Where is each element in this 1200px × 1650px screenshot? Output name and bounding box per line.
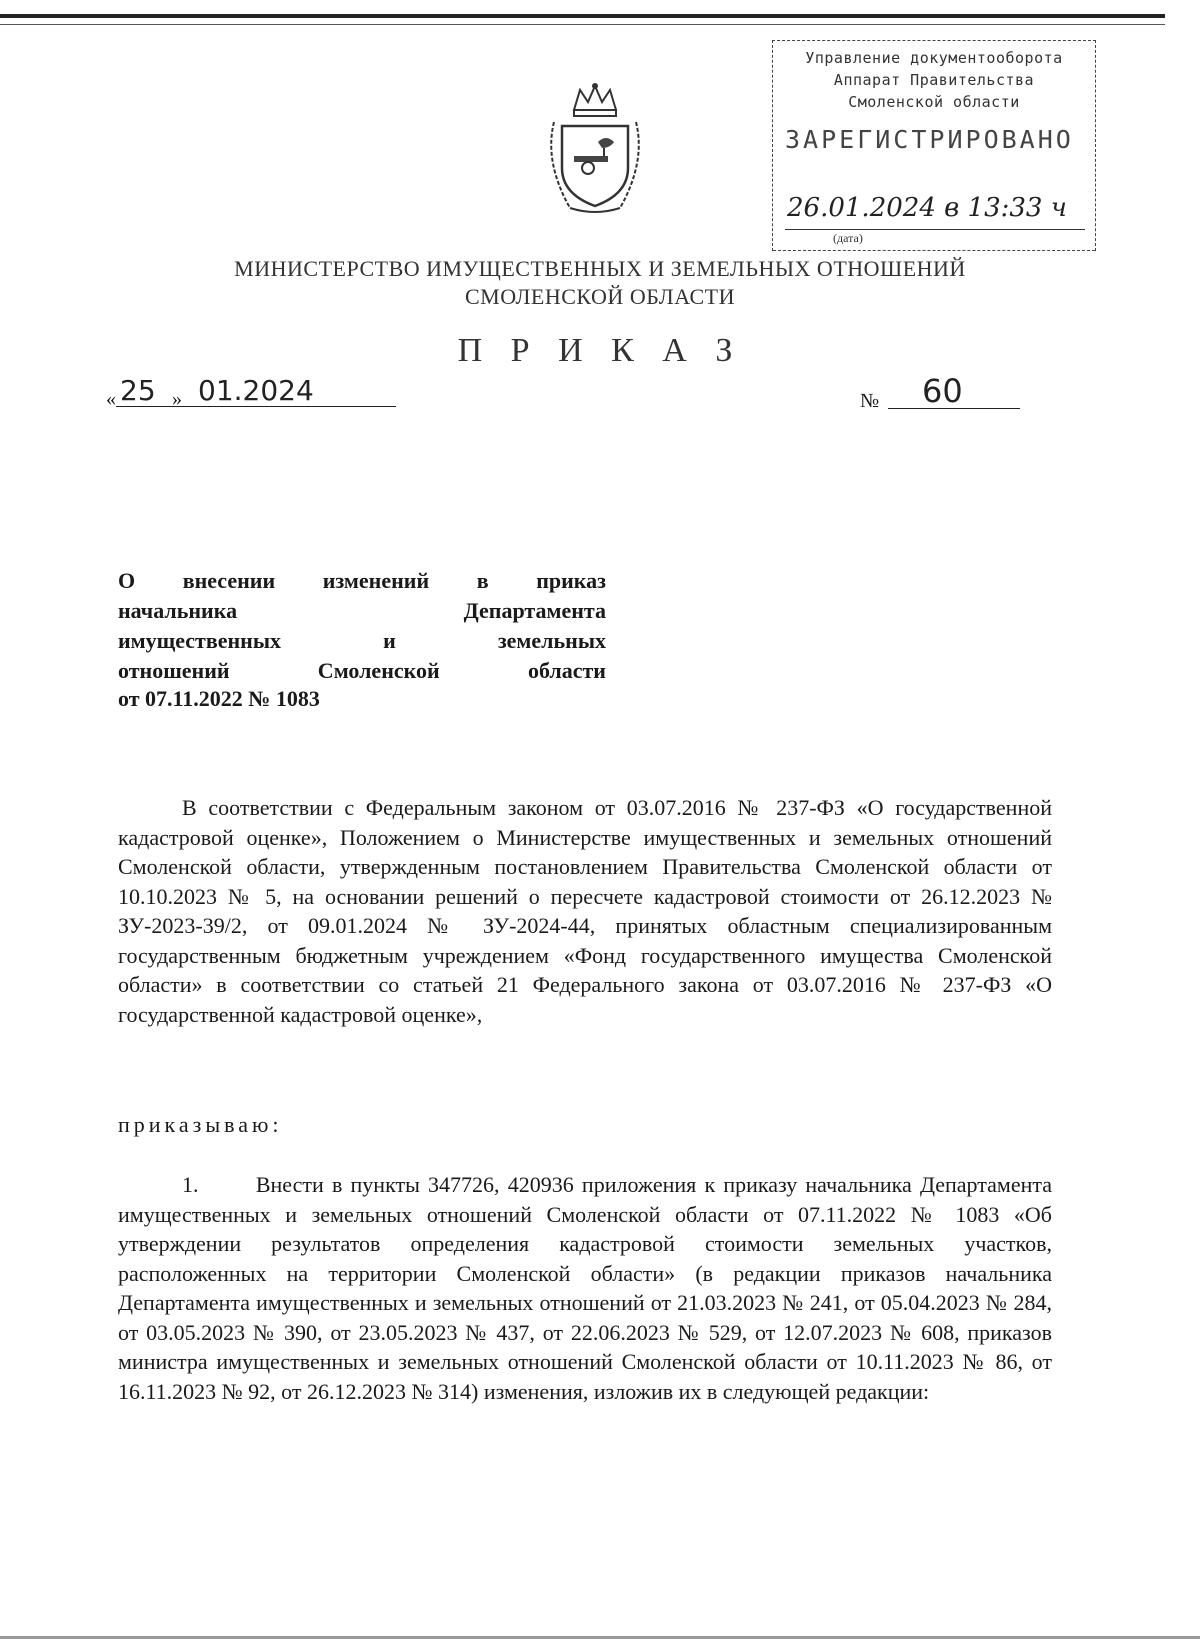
- subject-line: О внесении изменений в приказ: [118, 568, 606, 593]
- ministry-name-line1: МИНИСТЕРСТВО ИМУЩЕСТВЕННЫХ И ЗЕМЕЛЬНЫХ ОТНОШЕНИЙ: [234, 256, 966, 281]
- stamp-handwritten-date: 26.01.2024 в 13:33 ч: [787, 193, 1067, 223]
- stamp-region: Смоленской области: [848, 93, 1020, 111]
- subject-last-line: от 07.11.2022 № 1083: [118, 686, 320, 711]
- preamble-paragraph: В соответствии с Федеральным законом от 03.07.2016 № 237-ФЗ «О государственной кадастровой оценке», Положением о Министерстве имущественных и земельных отношений Смоленской области, утвержденным постановлением Правительства Смоленской области от 10.10.2023 № 5, на основании решений о пересчете кадастровой стоимости от 26.12.2023 № ЗУ-2023-39/2, от 09.01.2024 № ЗУ-2024-44, принятых областным специализированным государственным бюджетным учреждением «Фонд государственного имущества Смоленской области» в соответствии со статьей 21 Федерального закона от 03.07.2016 № 237-ФЗ «О государственной кадастровой оценке»,: [118, 795, 1052, 1027]
- stamp-date-underline: [785, 229, 1085, 230]
- coat-of-arms-emblem: [540, 82, 650, 216]
- scan-border-top: [0, 14, 1165, 18]
- stamp-registered-label: ЗАРЕГИСТРИРОВАНО: [785, 125, 1074, 154]
- ministry-name-line2: СМОЛЕНСКОЙ ОБЛАСТИ: [464, 284, 736, 309]
- number-sign: №: [860, 390, 880, 412]
- date-month-year: 01.2024: [198, 374, 314, 407]
- stamp-apparatus: Аппарат Правительства: [833, 71, 1035, 89]
- scan-border-top-thin: [0, 24, 1165, 25]
- date-quote-close: »: [172, 388, 182, 410]
- subject-line: начальника Департамента: [118, 598, 606, 623]
- date-day: 25: [120, 374, 156, 407]
- subject-line: имущественных и земельных: [118, 628, 606, 653]
- date-underline: [116, 406, 396, 407]
- document-type-title: П Р И К А З: [457, 332, 743, 369]
- item-text: Внести в пункты 347726, 420936 приложения к приказу начальника Департамента имущественных и земельных отношений Смоленской области от 07.11.2022 № 1083 «Об утверждении результатов определения кадастровой стоимости земельных участков, расположенных на территории Смоленской области» (в редакции приказов начальника Департамента имущественных и земельных отношений от 21.03.2023 № 241, от 05.04.2023 № 284, от 03.05.2023 № 390, от 23.05.2023 № 437, от 22.06.2023 № 529, от 12.07.2023 № 608, приказов министра имущественных и земельных отношений Смоленской области от 10.11.2023 № 86, от 16.11.2023 № 92, от 26.12.2023 № 314) изменения, изложив их в следующей редакции:: [118, 1172, 1053, 1404]
- number-underline: [888, 408, 1020, 409]
- stamp-department: Управление документооборота: [805, 49, 1063, 67]
- stamp-date-caption: (дата): [833, 231, 863, 245]
- scan-border-bottom: [0, 1636, 1200, 1639]
- number-value: 60: [922, 372, 963, 410]
- order-subject: [118, 566, 606, 686]
- subject-line: отношений Смоленской области: [118, 658, 606, 683]
- stamp-bottom-border: [773, 250, 1095, 251]
- item-number: 1.: [182, 1172, 199, 1197]
- date-quote-open: «: [106, 388, 116, 410]
- order-item-1: [118, 1170, 1052, 1406]
- order-directive-word: приказываю:: [118, 1112, 283, 1137]
- registration-stamp: [772, 40, 1096, 251]
